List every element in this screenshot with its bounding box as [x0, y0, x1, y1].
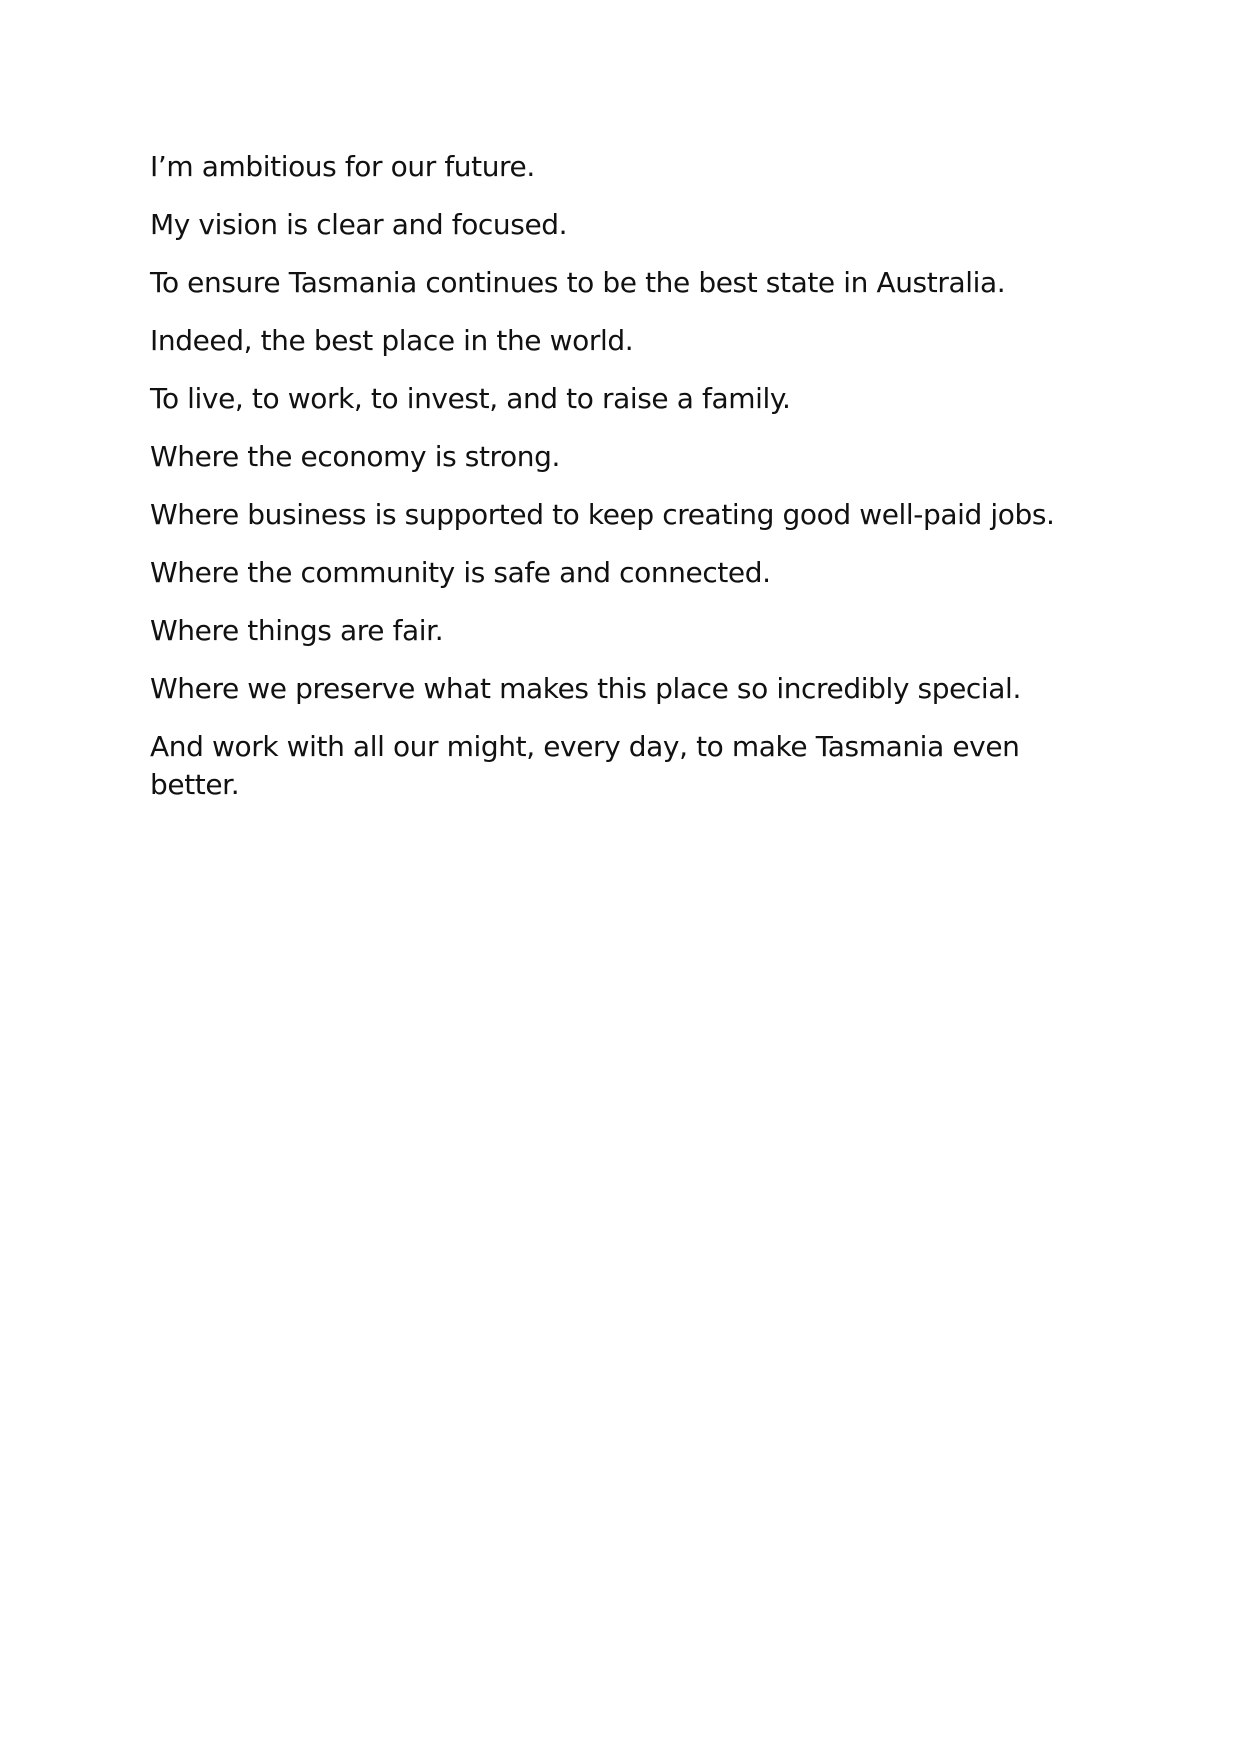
paragraph: My vision is clear and focused. [150, 208, 568, 241]
paragraph: Indeed, the best place in the world. [150, 324, 634, 357]
paragraph: Where business is supported to keep creating good well-paid jobs. [150, 498, 1055, 531]
paragraph: Where things are fair. [150, 614, 444, 647]
paragraph: Where we preserve what makes this place so incredibly special. [150, 672, 1021, 705]
paragraph: To ensure Tasmania continues to be the best state in Australia. [150, 266, 1006, 299]
paragraph: To live, to work, to invest, and to raise a family. [150, 382, 791, 415]
paragraph: And work with all our might, every day, to make Tasmania even better. [150, 730, 1020, 801]
paragraph: Where the community is safe and connected. [150, 556, 771, 589]
paragraph: I’m ambitious for our future. [150, 150, 535, 183]
body-text [150, 148, 1090, 824]
paragraph: Where the economy is strong. [150, 440, 560, 473]
